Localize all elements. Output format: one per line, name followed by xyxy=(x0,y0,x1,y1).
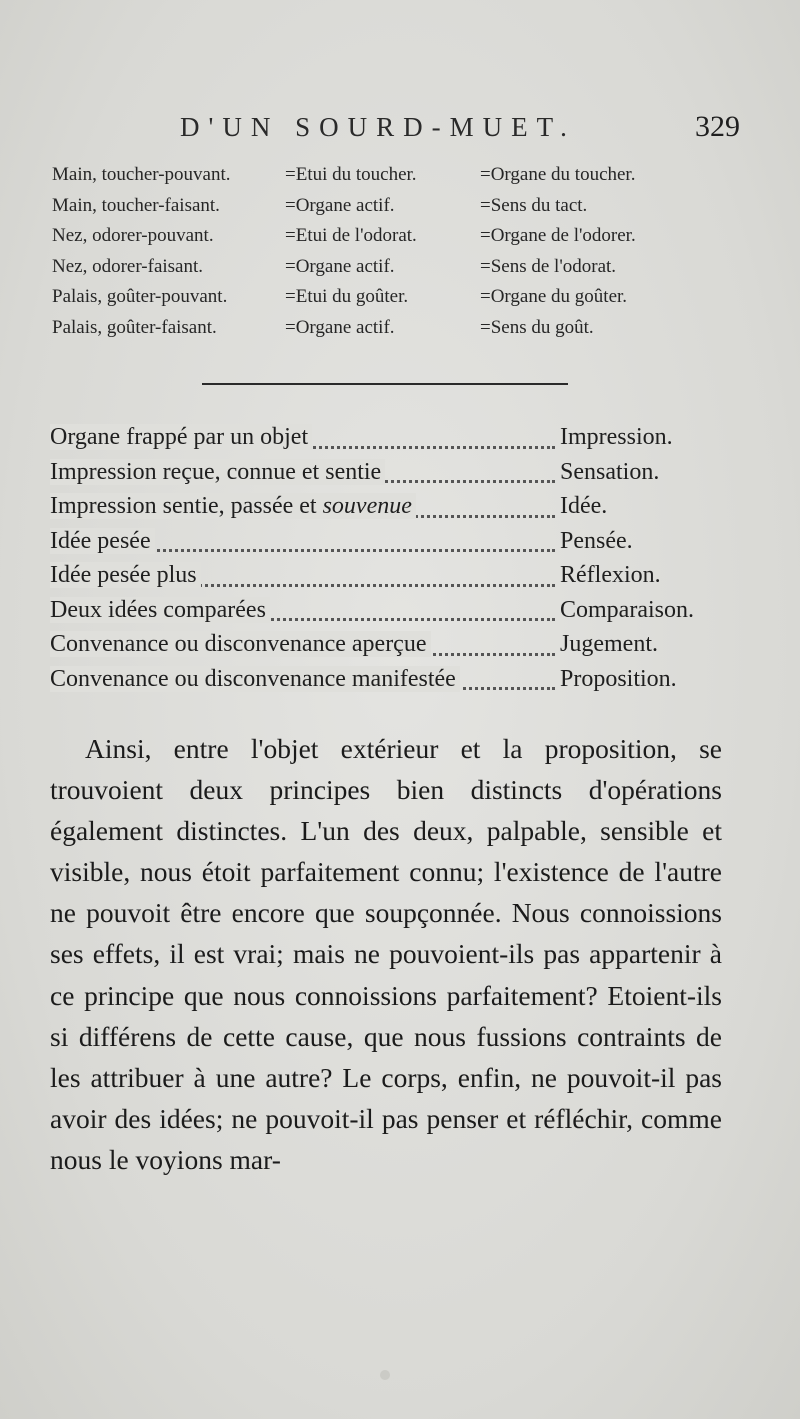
definition-term-text: Deux idées comparées xyxy=(50,597,270,623)
definition-result: Impression. xyxy=(560,424,673,450)
definition-term xyxy=(50,524,155,559)
organ-role: =Etui du goûter. xyxy=(285,286,409,307)
paragraph: Ainsi, entre l'objet extérieur et la proposition, se trouvoient deux principes bien distincts d'opérations également distinctes. L'un des deux, palpable, sensible et visible, nous étoit parfaitement connu; l'existence de l'autre ne pouvoit être encore que soupçonnée. Nous connoissions ses effets, il est vrai; mais ne pouvoient-ils pas appartenir à ce principe que nous connoissions parfaitement? Etoient-ils si différens de cette cause, que nous fussions contraints de les attribuer à une autre? Le corps, enfin, ne pouvoit-il pas avoir des idées; ne pouvoit-il pas penser et réfléchir, comme nous le voyions mar- xyxy=(50,733,722,1175)
organ-function: =Sens du goût. xyxy=(480,316,594,338)
organ-faculty: Palais, goûter-faisant. xyxy=(52,316,217,338)
definition-term xyxy=(50,455,385,490)
definition-term-text: Convenance ou disconvenance manifestée xyxy=(50,666,460,692)
sense-correspondence-table xyxy=(52,160,752,343)
definition-term xyxy=(50,662,460,697)
definition-table xyxy=(50,420,755,696)
definition-term xyxy=(50,593,270,628)
organ-function: =Organe du goûter. xyxy=(480,286,628,307)
organ-faculty: Nez, odorer-pouvant. xyxy=(52,225,214,246)
definition-term-text: Organe frappé par un objet xyxy=(50,424,312,450)
table-row xyxy=(52,313,752,344)
organ-function: =Organe de l'odorer. xyxy=(480,225,636,246)
definition-result: Sensation. xyxy=(560,458,660,485)
definition-term xyxy=(50,489,416,524)
section-divider xyxy=(202,383,568,385)
definition-term-italic: souvenue xyxy=(322,493,412,519)
table-row xyxy=(52,252,752,283)
table-row xyxy=(50,627,755,662)
organ-function: =Sens du tact. xyxy=(480,194,588,216)
organ-faculty: Nez, odorer-faisant. xyxy=(52,255,204,277)
running-head xyxy=(180,112,740,152)
organ-role: =Etui du toucher. xyxy=(285,164,417,185)
definition-term xyxy=(50,627,431,662)
organ-function: =Sens de l'odorat. xyxy=(480,255,617,277)
definition-term-text xyxy=(50,493,416,519)
organ-faculty: Main, toucher-faisant. xyxy=(52,194,220,216)
definition-result: Réflexion. xyxy=(560,562,661,588)
definition-result: Idée. xyxy=(560,493,608,519)
organ-role: =Organe actif. xyxy=(285,316,395,338)
definition-term-text: Idée pesée xyxy=(50,528,155,554)
definition-result: Pensée. xyxy=(560,527,633,554)
table-row xyxy=(50,662,755,697)
organ-role: =Organe actif. xyxy=(285,194,395,216)
definition-term xyxy=(50,420,312,455)
paper-stain xyxy=(380,1370,390,1380)
table-row xyxy=(50,489,755,524)
definition-result: Jugement. xyxy=(560,631,658,657)
table-row xyxy=(52,221,752,252)
definition-term xyxy=(50,558,201,593)
organ-faculty: Palais, goûter-pouvant. xyxy=(52,286,228,307)
definition-term-text: Convenance ou disconvenance aperçue xyxy=(50,631,431,657)
organ-role: =Organe actif. xyxy=(285,255,395,277)
definition-term-prefix: Impression sentie, passée et xyxy=(50,493,323,519)
organ-function: =Organe du toucher. xyxy=(480,164,636,185)
definition-result: Proposition. xyxy=(560,665,677,692)
definition-term-text: Idée pesée plus xyxy=(50,562,201,588)
table-row xyxy=(52,191,752,222)
organ-role: =Etui de l'odorat. xyxy=(285,225,417,246)
definition-term-text: Impression reçue, connue et sentie xyxy=(50,459,385,485)
running-title: D'UN SOURD-MUET. xyxy=(180,112,576,142)
table-row xyxy=(52,282,752,313)
table-row xyxy=(52,160,752,191)
definition-result: Comparaison. xyxy=(560,596,694,623)
body-text xyxy=(50,728,722,1180)
organ-faculty: Main, toucher-pouvant. xyxy=(52,164,231,185)
page-number: 329 xyxy=(695,110,740,143)
